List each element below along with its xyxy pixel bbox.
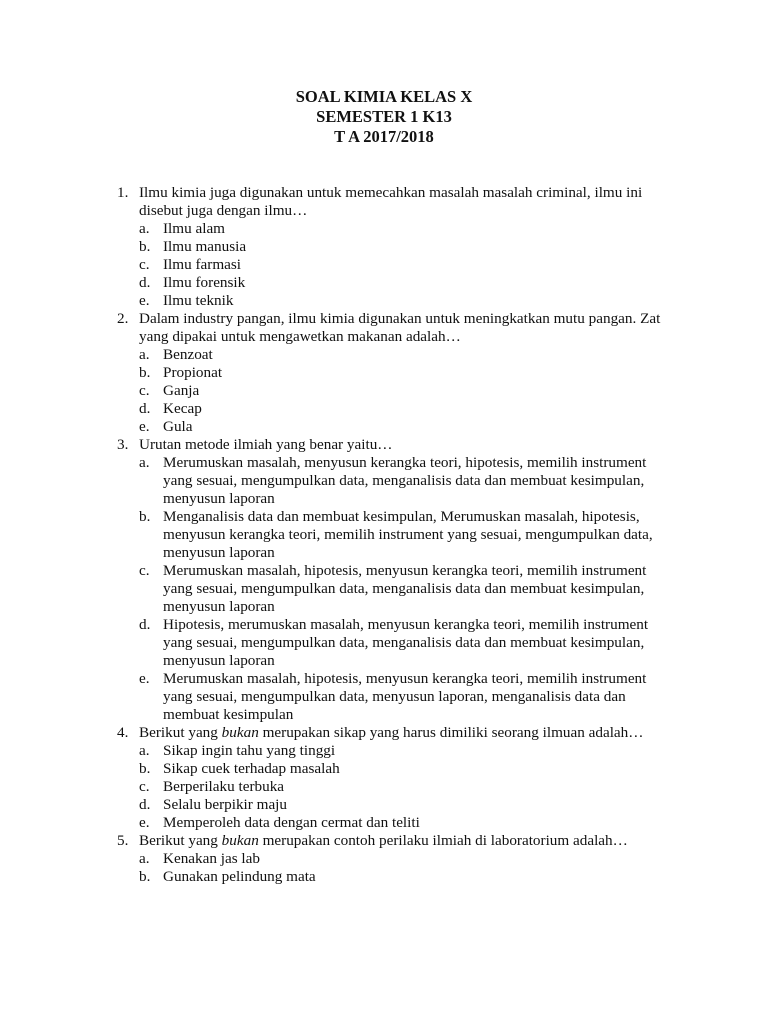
- option-item: [139, 778, 662, 796]
- option-letter: a.: [139, 742, 150, 759]
- question-text-start: Berikut yang: [139, 724, 222, 741]
- option-text: Ilmu farmasi: [163, 256, 242, 273]
- option-text: Merumuskan masalah, menyusun kerangka teori, hipotesis, memilih instrument yang sesuai, mengumpulkan data, menganalisis data dan membuat kesimpulan, menyusun laporan: [163, 454, 647, 507]
- option-letter: d.: [139, 616, 151, 633]
- option-item: [139, 292, 662, 310]
- question-text-end: merupakan sikap yang harus dimiliki seorang ilmuan adalah…: [258, 724, 644, 741]
- question-text: Dalam industry pangan, ilmu kimia digunakan untuk meningkatkan mutu pangan. Zat yang dipakai untuk mengawetkan makanan adalah…: [139, 310, 661, 345]
- option-text: Gula: [163, 418, 193, 435]
- option-item: [139, 670, 662, 724]
- option-letter: e.: [139, 418, 150, 435]
- option-letter: c.: [139, 382, 150, 399]
- option-letter: a.: [139, 850, 150, 867]
- question-text-emphasis: bukan: [221, 832, 259, 849]
- option-text: Ilmu manusia: [163, 238, 247, 255]
- option-text: Selalu berpikir maju: [163, 796, 287, 813]
- option-item: [139, 850, 662, 868]
- option-letter: b.: [139, 238, 151, 255]
- option-item: [139, 796, 662, 814]
- question-5: [117, 832, 662, 886]
- option-item: [139, 346, 662, 364]
- document-title: [0, 87, 768, 147]
- option-text: Ganja: [163, 382, 200, 399]
- option-item: [139, 814, 662, 832]
- option-item: [139, 562, 662, 616]
- option-item: [139, 508, 662, 562]
- title-line-2: SEMESTER 1 K13: [316, 107, 452, 126]
- option-letter: b.: [139, 364, 151, 381]
- option-text: Berperilaku terbuka: [163, 778, 285, 795]
- option-item: [139, 382, 662, 400]
- question-number: 4.: [117, 724, 129, 741]
- option-text: Merumuskan masalah, hipotesis, menyusun kerangka teori, memilih instrument yang sesuai, mengumpulkan data, menyusun laporan, menganalisis data dan membuat kesimpulan: [163, 670, 647, 723]
- title-line-3: T A 2017/2018: [334, 127, 434, 146]
- option-text: Sikap cuek terhadap masalah: [163, 760, 340, 777]
- question-4: [117, 724, 662, 832]
- question-text-emphasis: bukan: [221, 724, 259, 741]
- option-letter: a.: [139, 346, 150, 363]
- option-letter: d.: [139, 274, 151, 291]
- option-text: Hipotesis, merumuskan masalah, menyusun kerangka teori, memilih instrument yang sesuai, mengumpulkan data, menganalisis data dan membuat kesimpulan, menyusun laporan: [163, 616, 649, 669]
- question-text: [139, 832, 662, 850]
- option-item: [139, 454, 662, 508]
- option-text: Ilmu teknik: [163, 292, 234, 309]
- option-letter: b.: [139, 760, 151, 777]
- option-item: [139, 400, 662, 418]
- option-item: [139, 256, 662, 274]
- option-text: Kecap: [163, 400, 202, 417]
- option-letter: a.: [139, 220, 150, 237]
- question-text-end: merupakan contoh perilaku ilmiah di laboratorium adalah…: [258, 832, 628, 849]
- title-line-1: SOAL KIMIA KELAS X: [295, 87, 473, 106]
- option-letter: a.: [139, 454, 150, 471]
- option-text: Propionat: [163, 364, 223, 381]
- question-1: [117, 184, 662, 310]
- option-letter: b.: [139, 508, 151, 525]
- option-item: [139, 742, 662, 760]
- question-text-start: Berikut yang: [139, 832, 222, 849]
- option-item: [139, 364, 662, 382]
- question-number: 3.: [117, 436, 129, 453]
- option-letter: e.: [139, 670, 150, 687]
- option-letter: e.: [139, 292, 150, 309]
- option-text: Merumuskan masalah, hipotesis, menyusun kerangka teori, memilih instrument yang sesuai, mengumpulkan data, menganalisis data dan membuat kesimpulan, menyusun laporan: [163, 562, 647, 615]
- question-2: [117, 310, 662, 436]
- option-item: [139, 418, 662, 436]
- option-text: Menganalisis data dan membuat kesimpulan, Merumuskan masalah, hipotesis, menyusun kerangka teori, memilih instrument yang sesuai, mengumpulkan data, menyusun laporan: [163, 508, 653, 561]
- question-text: Ilmu kimia juga digunakan untuk memecahkan masalah masalah criminal, ilmu ini disebut juga dengan ilmu…: [139, 184, 643, 219]
- option-text: Gunakan pelindung mata: [163, 868, 316, 885]
- option-text: Memperoleh data dengan cermat dan teliti: [163, 814, 420, 831]
- question-text: Urutan metode ilmiah yang benar yaitu…: [139, 436, 393, 453]
- option-letter: d.: [139, 796, 151, 813]
- option-text: Sikap ingin tahu yang tinggi: [163, 742, 336, 759]
- option-letter: c.: [139, 256, 150, 273]
- option-item: [139, 760, 662, 778]
- option-text: Benzoat: [163, 346, 213, 363]
- question-3: [117, 436, 662, 724]
- question-text: [139, 724, 662, 742]
- option-letter: d.: [139, 400, 151, 417]
- question-number: 5.: [117, 832, 129, 849]
- option-letter: b.: [139, 868, 151, 885]
- option-item: [139, 616, 662, 670]
- question-number: 2.: [117, 310, 129, 327]
- question-list: [117, 184, 662, 886]
- option-item: [139, 868, 662, 886]
- option-text: Kenakan jas lab: [163, 850, 260, 867]
- option-item: [139, 238, 662, 256]
- option-item: [139, 220, 662, 238]
- option-item: [139, 274, 662, 292]
- option-letter: c.: [139, 778, 150, 795]
- question-number: 1.: [117, 184, 129, 201]
- option-letter: e.: [139, 814, 150, 831]
- option-text: Ilmu alam: [163, 220, 225, 237]
- option-text: Ilmu forensik: [163, 274, 246, 291]
- option-letter: c.: [139, 562, 150, 579]
